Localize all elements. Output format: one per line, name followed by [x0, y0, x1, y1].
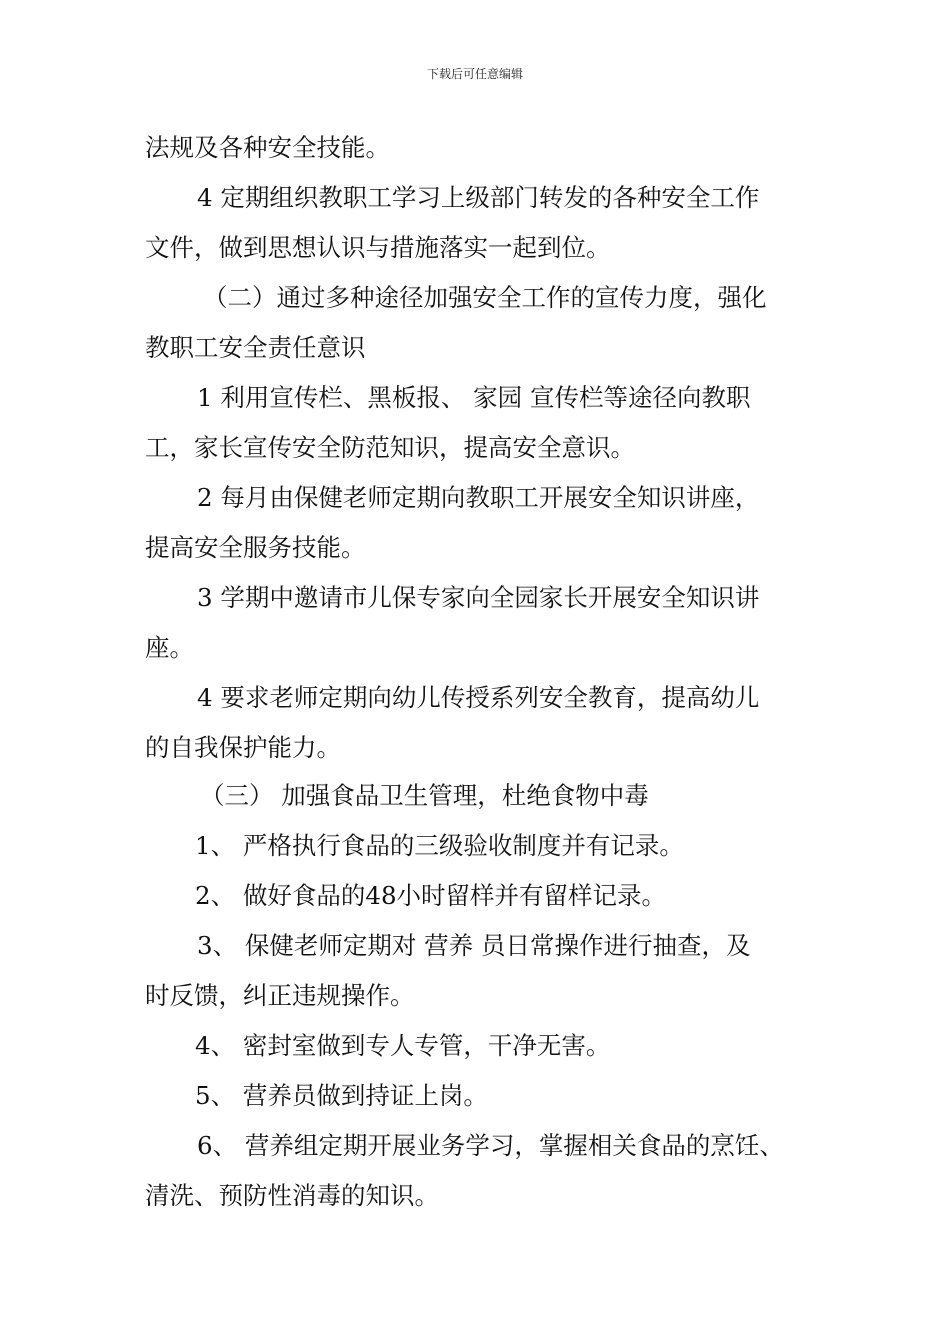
- text-line: 的自我保护能力。: [145, 733, 341, 762]
- text-line: （二）通过多种途径加强安全工作的宣传力度，强化: [203, 283, 767, 312]
- text-line: 教职工安全责任意识: [145, 333, 366, 362]
- text-line: 5、 营养员做到持证上岗。: [195, 1081, 488, 1110]
- text-line: 工，家长宣传安全防范知识，提高安全意识。: [145, 433, 635, 462]
- text-line: 座。: [145, 633, 194, 662]
- text-line: 文件，做到思想认识与措施落实一起到位。: [145, 233, 611, 262]
- text-line: 法规及各种安全技能。: [145, 133, 390, 162]
- page-header: 下载后可任意编辑: [426, 67, 523, 81]
- text-line: 3、 保健老师定期对 营养 员日常操作进行抽查，及: [197, 931, 751, 960]
- text-line: 1 利用宣传栏、黑板报、 家园 宣传栏等途径向教职: [197, 383, 751, 412]
- text-line: 2、 做好食品的48小时留样并有留样记录。: [195, 881, 667, 910]
- text-line: （三） 加强食品卫生管理，杜绝食物中毒: [200, 781, 649, 810]
- text-line: 提高安全服务技能。: [145, 533, 366, 562]
- text-line: 1、 严格执行食品的三级验收制度并有记录。: [195, 831, 684, 860]
- text-line: 4、 密封室做到专人专管，干净无害。: [195, 1031, 611, 1060]
- text-line: 2 每月由保健老师定期向教职工开展安全知识讲座，: [197, 483, 760, 512]
- text-line: 时反馈，纠正违规操作。: [145, 981, 415, 1010]
- text-line: 6、 营养组定期开展业务学习，掌握相关食品的烹饪、: [197, 1131, 784, 1160]
- text-line: 清洗、预防性消毒的知识。: [145, 1181, 439, 1210]
- text-line: 4 定期组织教职工学习上级部门转发的各种安全工作: [197, 183, 760, 212]
- text-line: 4 要求老师定期向幼儿传授系列安全教育，提高幼儿: [197, 683, 760, 712]
- text-line: 3 学期中邀请市儿保专家向全园家长开展安全知识讲: [197, 583, 760, 612]
